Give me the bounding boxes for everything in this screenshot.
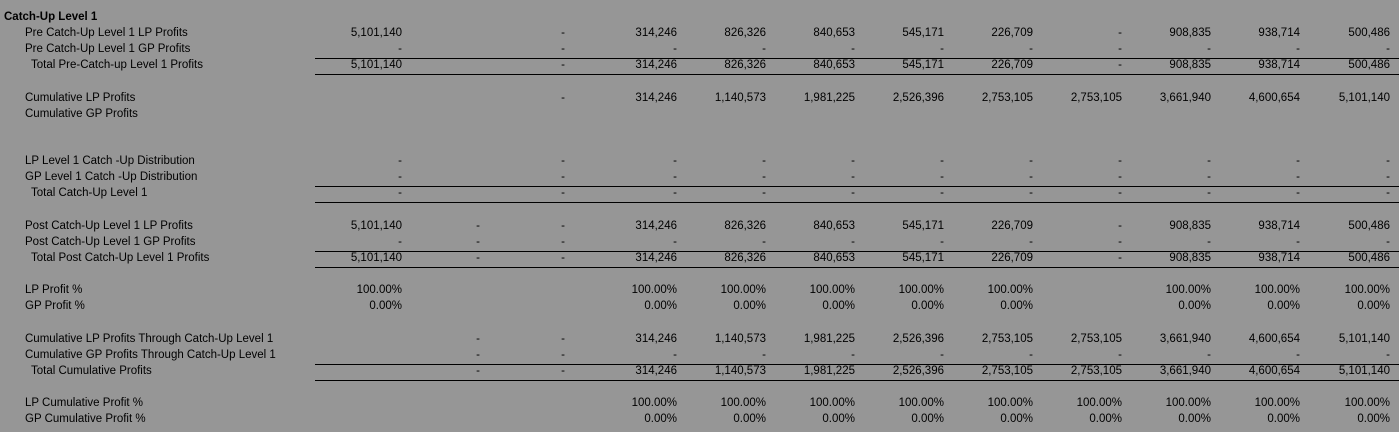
table-row <box>0 155 1399 171</box>
cell[interactable]: 100.00% <box>1165 397 1211 409</box>
row-label[interactable]: Cumulative LP Profits Through Catch-Up Level 1 <box>25 333 274 345</box>
row-label[interactable]: Total Catch-Up Level 1 <box>31 187 148 199</box>
cell[interactable]: - <box>762 349 766 361</box>
cell[interactable]: 2,753,105 <box>1070 333 1122 345</box>
cell[interactable]: 545,171 <box>902 59 944 71</box>
cell[interactable]: 0.00% <box>369 300 402 312</box>
cell[interactable]: 938,714 <box>1258 27 1300 39</box>
cell[interactable]: - <box>1029 349 1033 361</box>
cell[interactable]: - <box>1386 187 1390 199</box>
cell[interactable]: - <box>673 43 677 55</box>
cell[interactable]: - <box>940 236 944 248</box>
cell[interactable]: 5,101,140 <box>350 59 402 71</box>
cell[interactable]: 908,835 <box>1169 220 1211 232</box>
row-label[interactable]: Total Cumulative Profits <box>31 365 152 377</box>
cell[interactable]: 0.00% <box>1267 300 1300 312</box>
table-row <box>0 43 1399 59</box>
cell[interactable]: - <box>1386 171 1390 183</box>
cell[interactable]: 4,600,654 <box>1248 365 1300 377</box>
cell[interactable]: - <box>1386 155 1390 167</box>
cell[interactable]: 840,653 <box>813 252 855 264</box>
cell[interactable]: 5,101,140 <box>350 252 402 264</box>
cell[interactable]: 2,526,396 <box>892 92 944 104</box>
cell[interactable]: 1,140,573 <box>714 333 766 345</box>
cell[interactable]: - <box>1207 171 1211 183</box>
cell[interactable]: - <box>561 155 565 167</box>
cell[interactable]: - <box>1296 43 1300 55</box>
cell[interactable]: 840,653 <box>813 220 855 232</box>
cell[interactable]: - <box>851 349 855 361</box>
cell[interactable]: - <box>1118 171 1122 183</box>
cell[interactable]: 500,486 <box>1348 27 1390 39</box>
cell[interactable]: - <box>940 187 944 199</box>
cell[interactable]: 2,526,396 <box>892 333 944 345</box>
cell[interactable]: 2,753,105 <box>1070 365 1122 377</box>
table-row <box>0 27 1399 43</box>
cell[interactable]: 1,981,225 <box>803 92 855 104</box>
cell[interactable]: - <box>561 252 565 264</box>
cell[interactable]: - <box>1296 349 1300 361</box>
cell[interactable]: 500,486 <box>1348 252 1390 264</box>
cell[interactable]: 100.00% <box>1165 284 1211 296</box>
cell[interactable]: 545,171 <box>902 220 944 232</box>
total-border <box>315 267 1399 268</box>
cell[interactable]: 100.00% <box>1344 397 1390 409</box>
cell[interactable]: - <box>1386 349 1390 361</box>
total-border <box>315 202 1399 203</box>
row-label[interactable]: Pre Catch-Up Level 1 GP Profits <box>25 43 191 55</box>
cell[interactable]: 2,526,396 <box>892 365 944 377</box>
row-label[interactable]: GP Profit % <box>25 300 85 312</box>
cell[interactable]: - <box>561 187 565 199</box>
cell[interactable]: 5,101,140 <box>1338 333 1390 345</box>
cell[interactable]: 314,246 <box>635 365 677 377</box>
cell[interactable]: - <box>561 171 565 183</box>
cell[interactable]: - <box>561 59 565 71</box>
cell[interactable]: 1,981,225 <box>803 365 855 377</box>
cell[interactable]: - <box>1207 236 1211 248</box>
row-label[interactable]: LP Level 1 Catch -Up Distribution <box>25 155 195 167</box>
cell[interactable]: - <box>476 333 480 345</box>
cell[interactable]: - <box>1386 43 1390 55</box>
cell[interactable]: - <box>762 43 766 55</box>
cell[interactable]: 314,246 <box>635 252 677 264</box>
cell[interactable]: 0.00% <box>1357 413 1390 425</box>
total-border <box>315 364 1399 365</box>
cell[interactable]: 226,709 <box>991 27 1033 39</box>
cell[interactable]: 0.00% <box>1000 413 1033 425</box>
cell[interactable]: 0.00% <box>1089 413 1122 425</box>
cell[interactable]: - <box>476 220 480 232</box>
table-row <box>0 187 1399 203</box>
cell[interactable]: - <box>1207 349 1211 361</box>
cell[interactable]: 100.00% <box>898 397 944 409</box>
cell[interactable]: - <box>561 365 565 377</box>
row-label[interactable]: Post Catch-Up Level 1 GP Profits <box>25 236 196 248</box>
cell[interactable]: 3,661,940 <box>1159 92 1211 104</box>
cell[interactable]: - <box>561 220 565 232</box>
cell[interactable]: - <box>1296 187 1300 199</box>
cell[interactable]: 100.00% <box>987 397 1033 409</box>
table-row <box>0 365 1399 381</box>
cell[interactable]: - <box>673 349 677 361</box>
cell[interactable]: 0.00% <box>911 413 944 425</box>
cell[interactable]: - <box>1207 187 1211 199</box>
cell[interactable]: 908,835 <box>1169 252 1211 264</box>
row-label[interactable]: GP Cumulative Profit % <box>25 413 146 425</box>
row-label[interactable]: LP Profit % <box>25 284 83 296</box>
row-label[interactable]: Total Pre-Catch-up Level 1 Profits <box>31 59 203 71</box>
cell[interactable]: - <box>1029 43 1033 55</box>
cell[interactable]: - <box>673 155 677 167</box>
cell[interactable]: - <box>561 43 565 55</box>
cell[interactable]: - <box>1118 43 1122 55</box>
cell[interactable]: 0.00% <box>822 413 855 425</box>
cell[interactable]: 0.00% <box>1178 413 1211 425</box>
cell[interactable]: - <box>1207 155 1211 167</box>
cell[interactable]: 826,326 <box>724 252 766 264</box>
cell[interactable]: 2,753,105 <box>981 365 1033 377</box>
cell[interactable]: - <box>1118 236 1122 248</box>
cell[interactable]: - <box>1029 171 1033 183</box>
table-row <box>0 413 1399 429</box>
cell[interactable]: - <box>1029 187 1033 199</box>
cell[interactable]: - <box>851 155 855 167</box>
cell[interactable]: 5,101,140 <box>350 220 402 232</box>
cell[interactable]: 100.00% <box>720 397 766 409</box>
cell[interactable]: - <box>1118 187 1122 199</box>
cell[interactable]: 840,653 <box>813 59 855 71</box>
cell[interactable]: - <box>561 333 565 345</box>
cell[interactable]: - <box>940 349 944 361</box>
table-row <box>0 284 1399 300</box>
cell[interactable]: - <box>398 236 402 248</box>
cell[interactable]: - <box>851 43 855 55</box>
cell[interactable]: - <box>561 27 565 39</box>
cell[interactable]: - <box>1118 220 1122 232</box>
cell[interactable]: 226,709 <box>991 59 1033 71</box>
cell[interactable]: - <box>398 43 402 55</box>
cell[interactable]: - <box>1118 27 1122 39</box>
cell[interactable]: - <box>673 171 677 183</box>
cell[interactable]: - <box>1118 59 1122 71</box>
cell[interactable]: 314,246 <box>635 92 677 104</box>
cell[interactable]: 938,714 <box>1258 220 1300 232</box>
cell[interactable]: - <box>940 43 944 55</box>
cell[interactable]: - <box>762 187 766 199</box>
cell[interactable]: - <box>476 349 480 361</box>
table-row <box>0 220 1399 236</box>
table-row <box>0 252 1399 268</box>
cell[interactable]: 100.00% <box>1254 284 1300 296</box>
cell[interactable]: 826,326 <box>724 27 766 39</box>
row-label[interactable]: GP Level 1 Catch -Up Distribution <box>25 171 198 183</box>
cell[interactable]: 314,246 <box>635 220 677 232</box>
cell[interactable]: - <box>398 155 402 167</box>
cell[interactable]: 545,171 <box>902 27 944 39</box>
table-row <box>0 59 1399 75</box>
section-title[interactable]: Catch-Up Level 1 <box>4 11 98 23</box>
table-row <box>0 92 1399 108</box>
cell[interactable]: 545,171 <box>902 252 944 264</box>
cell[interactable]: - <box>561 236 565 248</box>
cell[interactable]: - <box>1386 236 1390 248</box>
row-label[interactable]: Total Post Catch-Up Level 1 Profits <box>31 252 210 264</box>
cell[interactable]: - <box>1118 155 1122 167</box>
cell[interactable]: - <box>398 187 402 199</box>
cell[interactable]: 0.00% <box>1000 300 1033 312</box>
cell[interactable]: 5,101,140 <box>350 27 402 39</box>
cell[interactable]: 4,600,654 <box>1248 92 1300 104</box>
cell[interactable]: 0.00% <box>911 300 944 312</box>
cell[interactable]: 100.00% <box>356 284 402 296</box>
cell[interactable]: 2,753,105 <box>981 333 1033 345</box>
row-label[interactable]: Cumulative LP Profits <box>25 92 136 104</box>
total-border <box>315 74 1399 75</box>
cell[interactable]: - <box>1118 349 1122 361</box>
cell[interactable]: 500,486 <box>1348 220 1390 232</box>
table-row <box>0 108 1399 124</box>
cell[interactable]: 826,326 <box>724 59 766 71</box>
cell[interactable]: 938,714 <box>1258 252 1300 264</box>
cell[interactable]: - <box>940 171 944 183</box>
cell[interactable]: 226,709 <box>991 220 1033 232</box>
cell[interactable]: 500,486 <box>1348 59 1390 71</box>
cell[interactable]: 100.00% <box>720 284 766 296</box>
cell[interactable]: 938,714 <box>1258 59 1300 71</box>
cell[interactable]: - <box>1029 236 1033 248</box>
total-border <box>315 58 1399 59</box>
total-border <box>315 251 1399 252</box>
cell[interactable]: - <box>851 187 855 199</box>
table-row <box>0 397 1399 413</box>
cell[interactable]: 0.00% <box>733 300 766 312</box>
cell[interactable]: - <box>762 236 766 248</box>
table-row <box>0 300 1399 316</box>
cell[interactable]: - <box>398 171 402 183</box>
table-row <box>0 236 1399 252</box>
total-border <box>315 186 1399 187</box>
row-label[interactable]: LP Cumulative Profit % <box>25 397 144 409</box>
cell[interactable]: - <box>1296 171 1300 183</box>
cell[interactable]: 4,600,654 <box>1248 333 1300 345</box>
cell[interactable]: 0.00% <box>1357 300 1390 312</box>
cell[interactable]: 314,246 <box>635 59 677 71</box>
row-label[interactable]: Cumulative GP Profits Through Catch-Up Level 1 <box>25 349 276 361</box>
table-row <box>0 171 1399 187</box>
cell[interactable]: 100.00% <box>631 397 677 409</box>
cell[interactable]: 100.00% <box>987 284 1033 296</box>
cell[interactable]: 0.00% <box>733 413 766 425</box>
cell[interactable]: 0.00% <box>644 413 677 425</box>
cell[interactable]: 100.00% <box>1254 397 1300 409</box>
cell[interactable]: 1,981,225 <box>803 333 855 345</box>
cell[interactable]: - <box>1296 155 1300 167</box>
cell[interactable]: - <box>561 349 565 361</box>
cell[interactable]: - <box>673 187 677 199</box>
cell[interactable]: 0.00% <box>822 300 855 312</box>
cell[interactable]: 840,653 <box>813 27 855 39</box>
cell[interactable]: 226,709 <box>991 252 1033 264</box>
table-row <box>0 349 1399 365</box>
cell[interactable]: 100.00% <box>1344 284 1390 296</box>
cell[interactable]: 100.00% <box>898 284 944 296</box>
cell[interactable]: 826,326 <box>724 220 766 232</box>
cell[interactable]: - <box>1296 236 1300 248</box>
cell[interactable]: 314,246 <box>635 333 677 345</box>
row-label[interactable]: Post Catch-Up Level 1 LP Profits <box>25 220 193 232</box>
cell[interactable]: 0.00% <box>1267 413 1300 425</box>
cell[interactable]: - <box>561 92 565 104</box>
cell[interactable]: 3,661,940 <box>1159 333 1211 345</box>
cell[interactable]: - <box>1029 155 1033 167</box>
total-border <box>315 380 1399 381</box>
cell[interactable]: 2,753,105 <box>981 92 1033 104</box>
cell[interactable]: 5,101,140 <box>1338 92 1390 104</box>
table-row <box>0 333 1399 349</box>
cell[interactable]: 314,246 <box>635 27 677 39</box>
cell[interactable]: 100.00% <box>1076 397 1122 409</box>
cell[interactable]: 100.00% <box>809 397 855 409</box>
cell[interactable]: - <box>851 171 855 183</box>
row-label[interactable]: Cumulative GP Profits <box>25 108 138 120</box>
cell[interactable]: 908,835 <box>1169 27 1211 39</box>
cell[interactable]: - <box>762 171 766 183</box>
cell[interactable]: - <box>1118 252 1122 264</box>
cell[interactable]: - <box>673 236 677 248</box>
cell[interactable]: 0.00% <box>644 300 677 312</box>
cell[interactable]: 0.00% <box>1178 300 1211 312</box>
cell[interactable]: 1,140,573 <box>714 365 766 377</box>
cell[interactable]: - <box>851 236 855 248</box>
cell[interactable]: - <box>476 236 480 248</box>
cell[interactable]: 2,753,105 <box>1070 92 1122 104</box>
cell[interactable]: - <box>762 155 766 167</box>
row-label[interactable]: Pre Catch-Up Level 1 LP Profits <box>25 27 188 39</box>
cell[interactable]: 908,835 <box>1169 59 1211 71</box>
cell[interactable]: 100.00% <box>631 284 677 296</box>
cell[interactable]: - <box>1207 43 1211 55</box>
cell[interactable]: 100.00% <box>809 284 855 296</box>
cell[interactable]: - <box>940 155 944 167</box>
cell[interactable]: 5,101,140 <box>1338 365 1390 377</box>
cell[interactable]: - <box>476 365 480 377</box>
cell[interactable]: 1,140,573 <box>714 92 766 104</box>
cell[interactable]: - <box>476 252 480 264</box>
cell[interactable]: 3,661,940 <box>1159 365 1211 377</box>
